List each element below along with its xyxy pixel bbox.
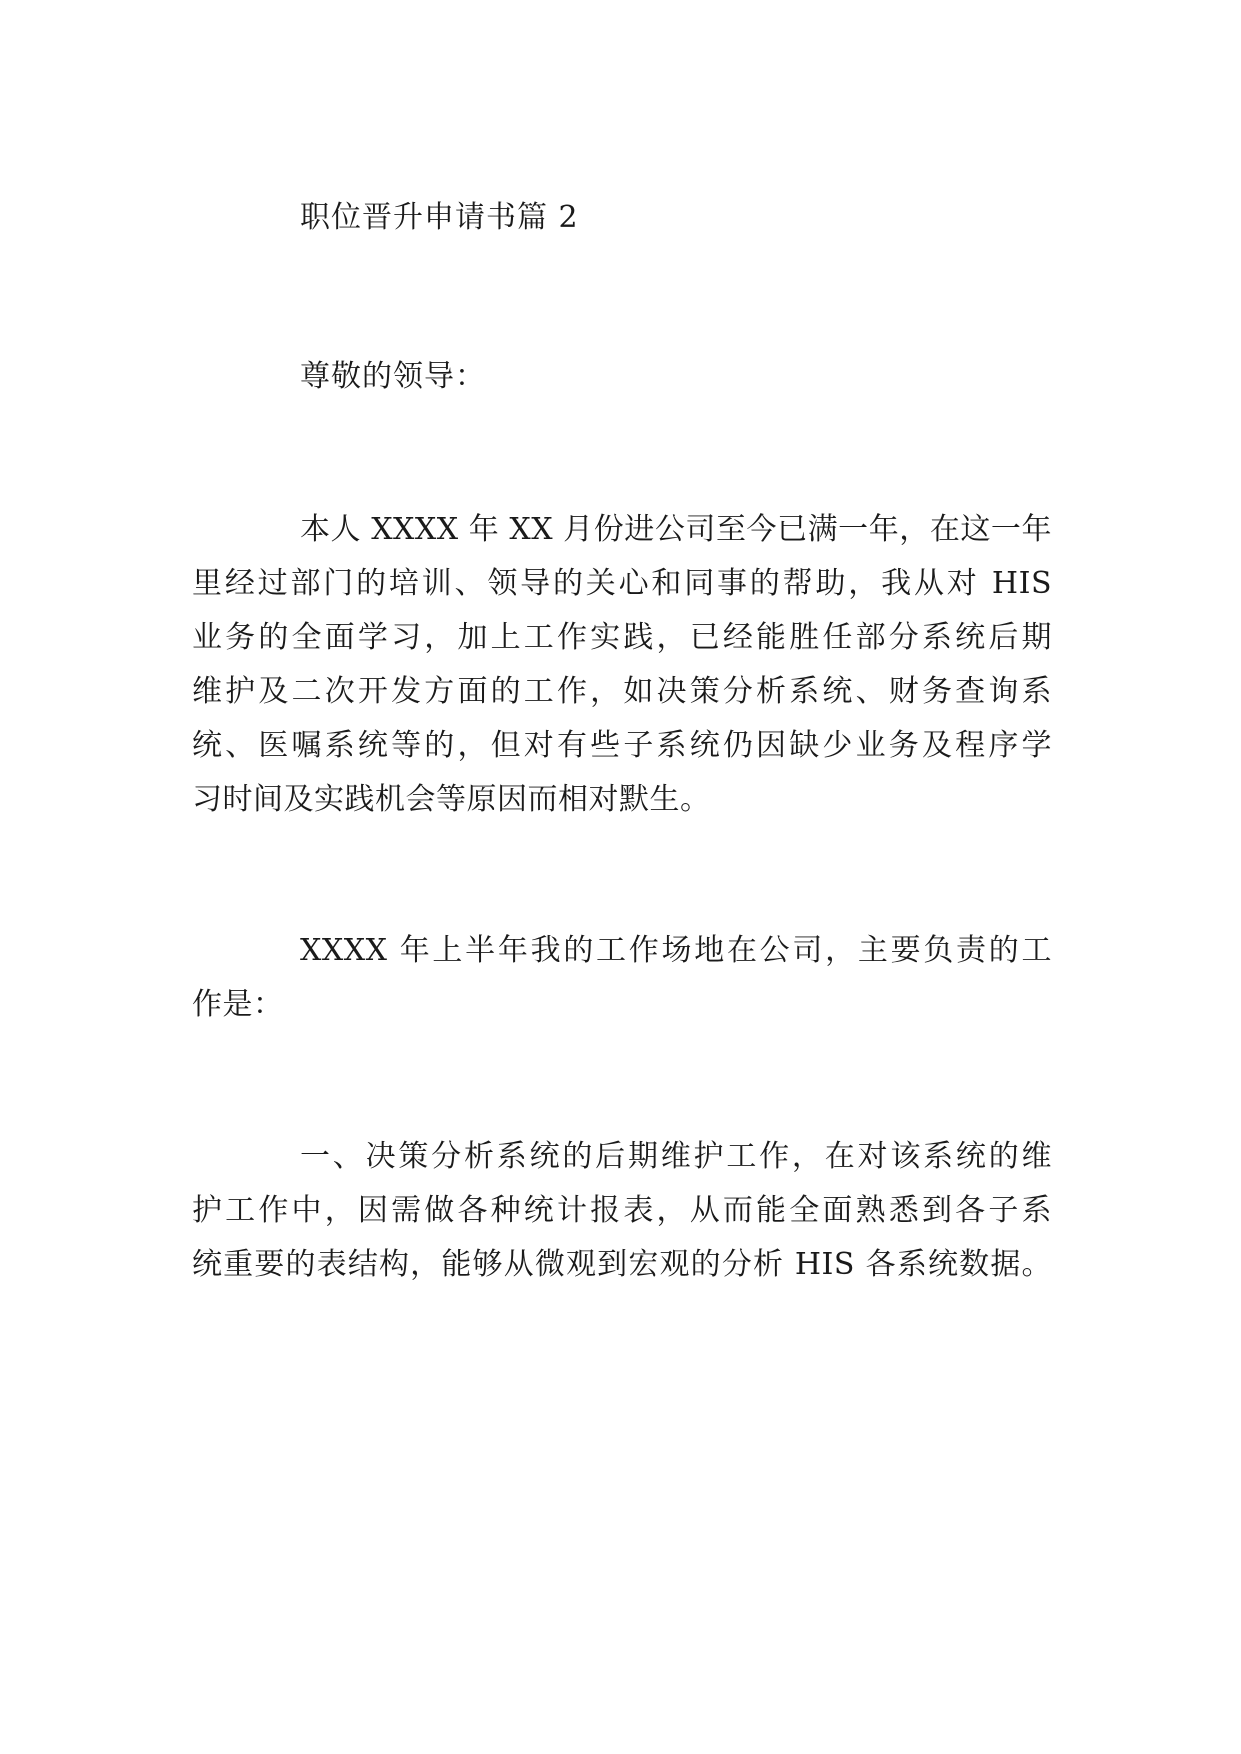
document-title: 职位晋升申请书篇 2 [300, 200, 579, 235]
paragraph-line: 里经过部门的培训、领导的关心和同事的帮助，我从对 HIS [192, 566, 1052, 601]
paragraph-line: 一、决策分析系统的后期维护工作，在对该系统的维 [300, 1139, 1052, 1174]
paragraph-line: 习时间及实践机会等原因而相对默生。 [192, 782, 711, 817]
paragraph-line: 统重要的表结构，能够从微观到宏观的分析 HIS 各系统数据。 [192, 1247, 1052, 1282]
paragraph-line: 作是： [192, 987, 284, 1022]
salutation: 尊敬的领导： [300, 359, 486, 394]
paragraph-line: 维护及二次开发方面的工作，如决策分析系统、财务查询系 [192, 674, 1052, 709]
paragraph-line: 统、医嘱系统等的，但对有些子系统仍因缺少业务及程序学 [192, 728, 1052, 763]
paragraph-line: XXXX 年上半年我的工作场地在公司，主要负责的工 [300, 933, 1052, 968]
paragraph-line: 护工作中，因需做各种统计报表，从而能全面熟悉到各子系 [192, 1193, 1052, 1228]
paragraph-line: 业务的全面学习，加上工作实践，已经能胜任部分系统后期 [192, 620, 1052, 655]
paragraph-line: 本人 XXXX 年 XX 月份进公司至今已满一年，在这一年 [300, 512, 1052, 547]
